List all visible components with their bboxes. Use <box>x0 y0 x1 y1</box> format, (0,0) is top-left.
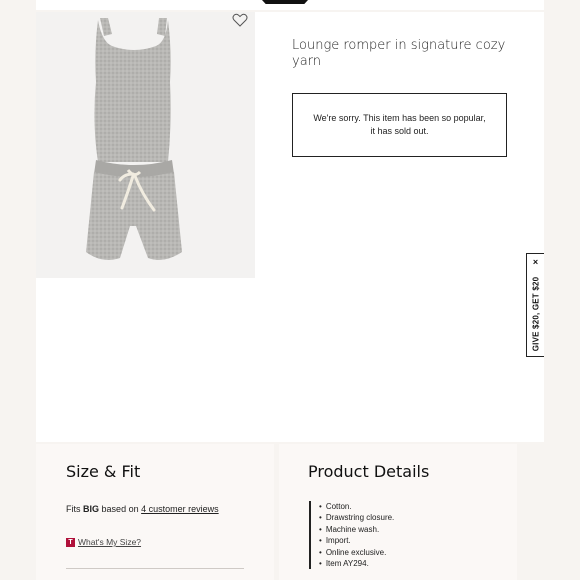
whats-my-size-row[interactable] <box>66 537 141 547</box>
close-icon[interactable]: × <box>532 257 539 267</box>
sold-out-message: We're sorry. This item has been so popular, it has sold out. <box>313 113 486 136</box>
whats-my-size-link[interactable]: What's My Size? <box>78 537 142 547</box>
referral-label[interactable]: GIVE $20, GET $20 <box>531 276 541 352</box>
fits-prefix: Fits <box>66 504 81 514</box>
list-item: • Item AY294. <box>319 558 394 569</box>
top-tag <box>262 0 308 4</box>
list-item: • Machine wash. <box>319 524 394 535</box>
divider <box>66 568 244 569</box>
product-details-heading: Product Details <box>308 462 430 481</box>
details-list <box>309 501 394 569</box>
heart-outline-icon[interactable] <box>232 13 248 27</box>
list-item: • Drawstring closure. <box>319 512 394 523</box>
referral-tab[interactable] <box>526 253 544 357</box>
product-title: Lounge romper in signature cozy yarn <box>292 38 506 69</box>
list-item: • Online exclusive. <box>319 547 394 558</box>
fits-summary <box>66 504 219 514</box>
romper-illustration <box>36 12 255 278</box>
size-fit-panel <box>36 444 274 580</box>
sold-out-notice <box>292 93 507 157</box>
size-tool-icon: T <box>66 538 75 547</box>
product-image[interactable] <box>36 12 255 278</box>
size-fit-heading: Size & Fit <box>66 462 141 481</box>
customer-reviews-link[interactable]: 4 customer reviews <box>141 504 219 514</box>
product-details-panel <box>279 444 517 580</box>
list-item: • Cotton. <box>319 501 394 512</box>
fits-value: BIG <box>83 504 100 514</box>
fits-middle: based on <box>101 504 139 514</box>
list-item: • Import. <box>319 535 394 546</box>
